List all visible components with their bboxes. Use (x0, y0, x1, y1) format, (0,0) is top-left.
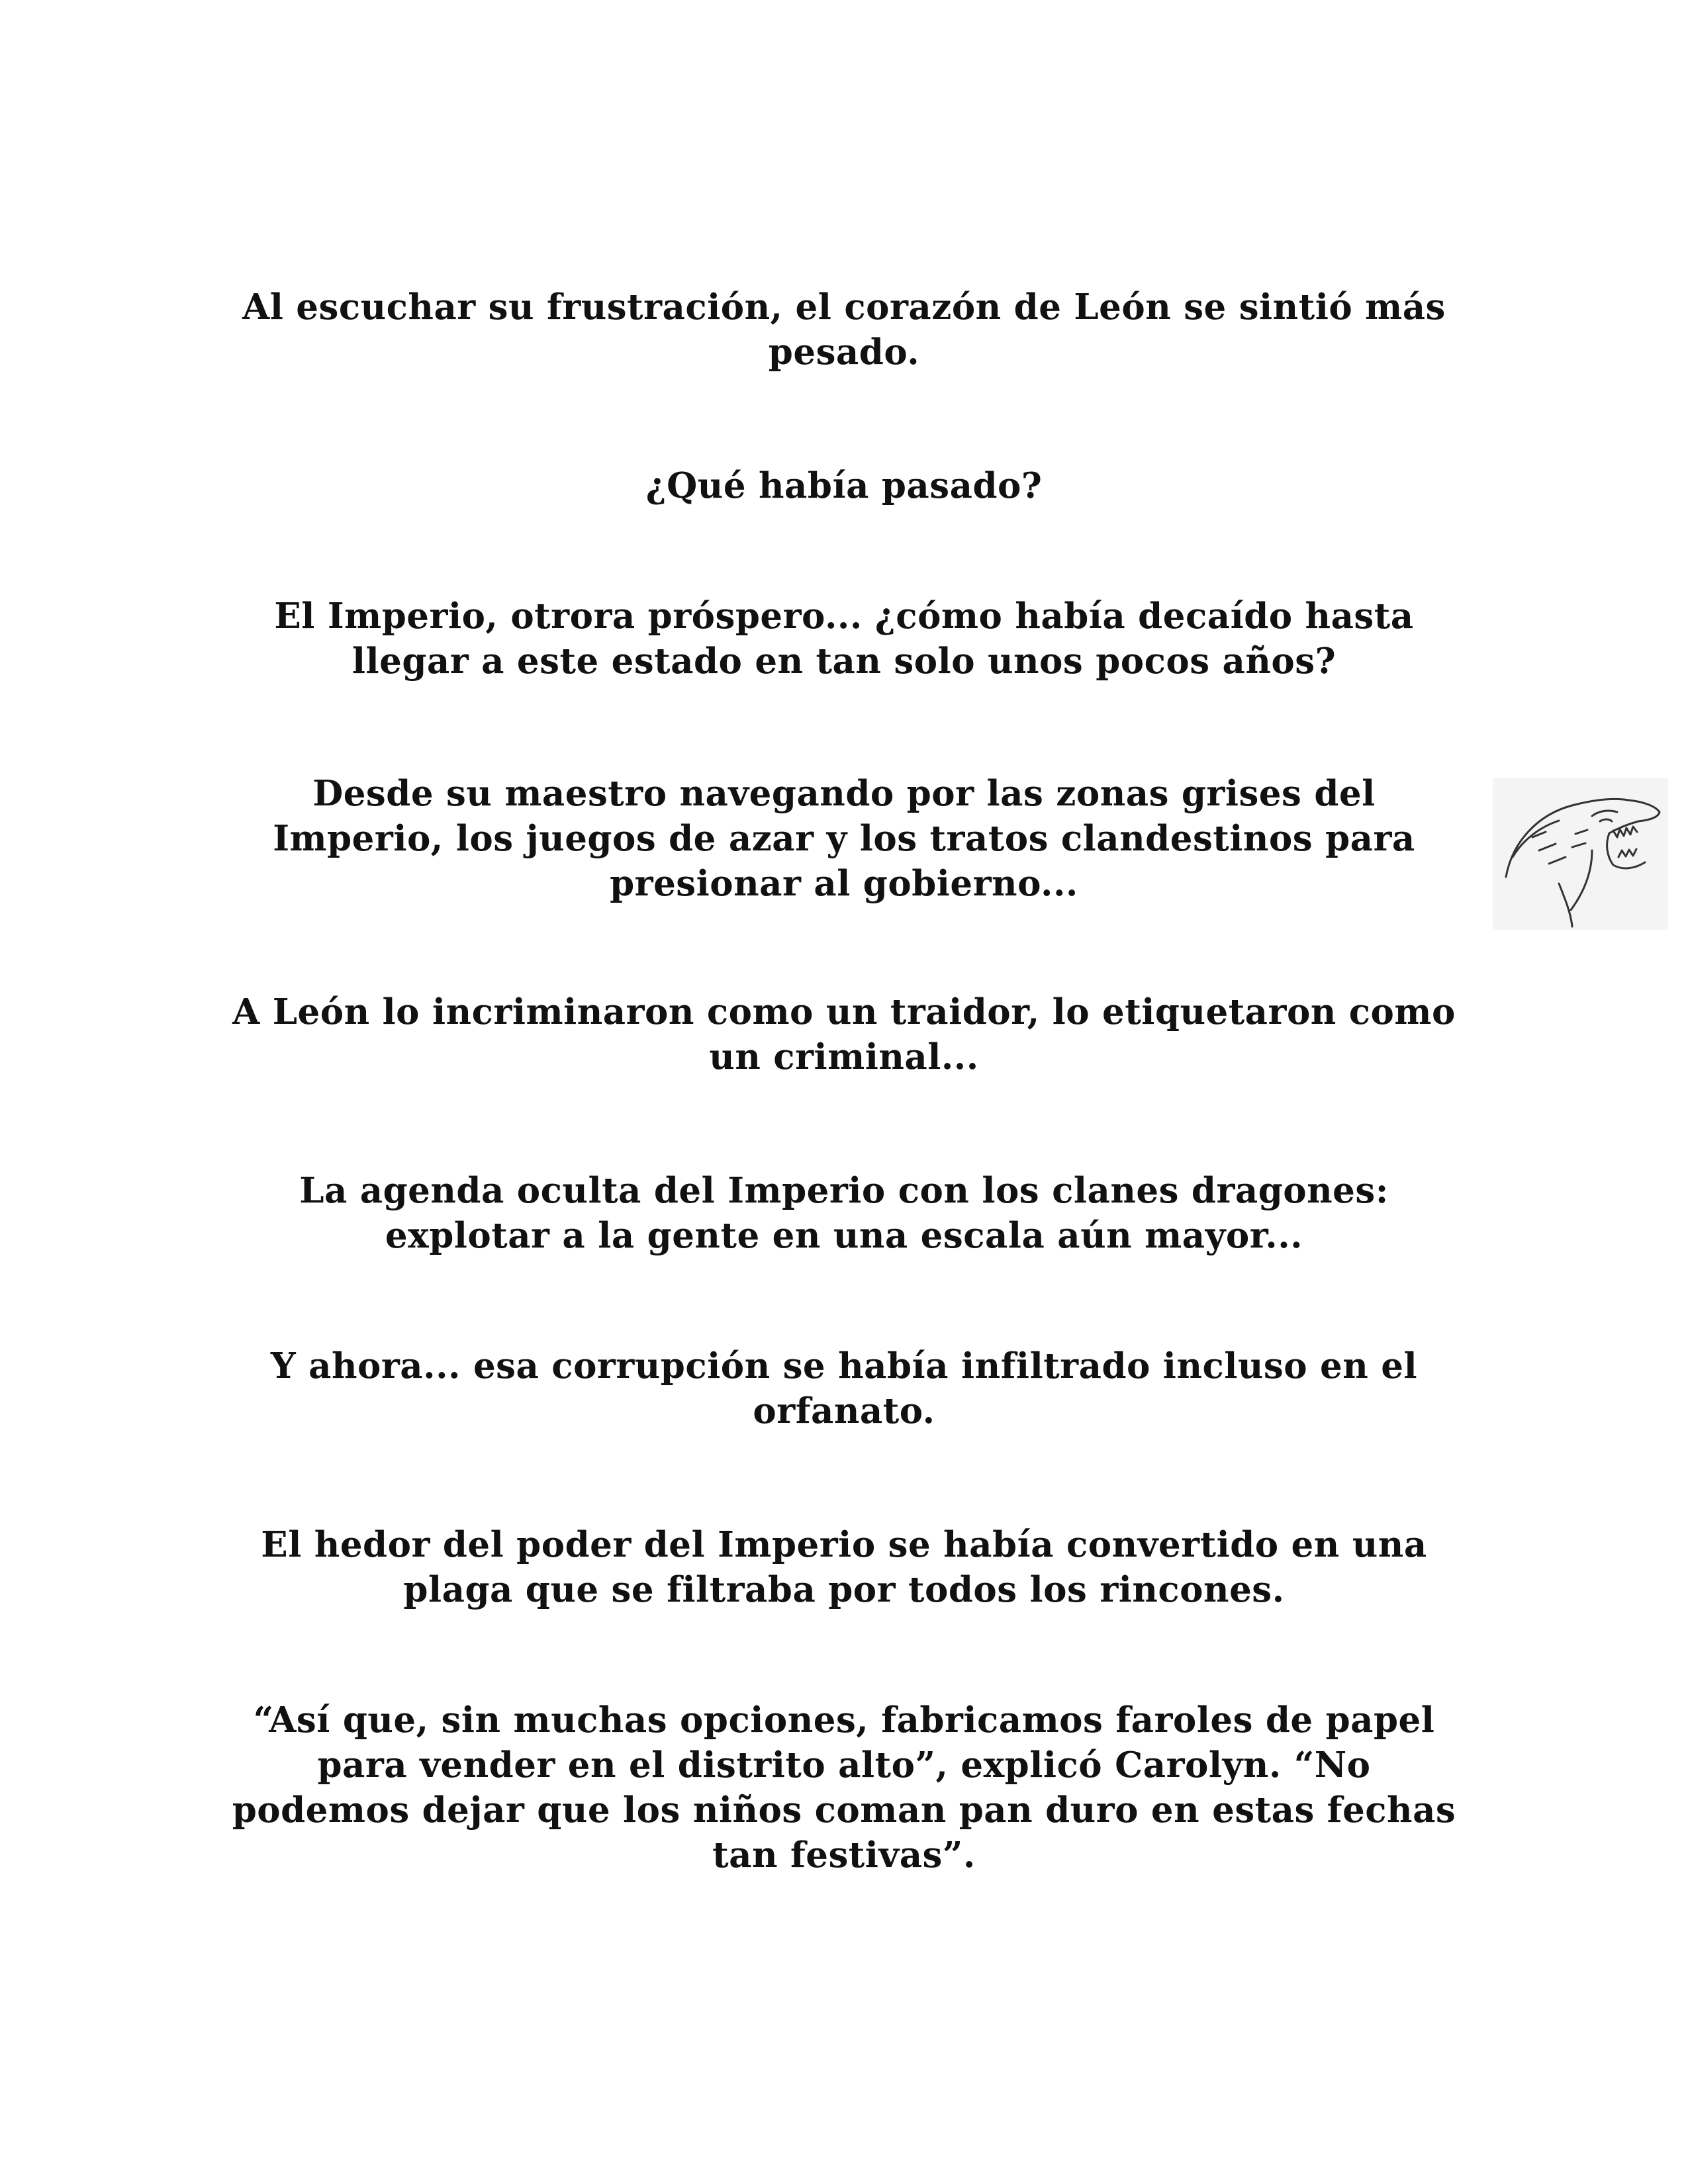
paragraph-2: ¿Qué había pasado? (645, 465, 1043, 506)
paragraph-3: El Imperio, otrora próspero... ¿cómo había decaído hasta llegar a este estado en tan solo unos pocos años? (274, 596, 1414, 682)
paragraph-7: Y ahora... esa corrupción se había infiltrado incluso en el orfanato. (270, 1345, 1418, 1432)
paragraph-4: Desde su maestro navegando por las zonas grises del Imperio, los juegos de azar y los tratos clandestinos para presionar al gobierno... (273, 773, 1415, 904)
paragraph-5: A León lo incriminaron como un traidor, lo etiquetaron como un criminal... (232, 991, 1456, 1077)
paragraph-1: Al escuchar su frustración, el corazón de León se sintió más pesado. (242, 287, 1446, 373)
dinosaur-head-sketch-icon (1493, 778, 1668, 930)
paragraph-6: La agenda oculta del Imperio con los clanes dragones: explotar a la gente en una escala aún mayor... (299, 1170, 1389, 1256)
paragraph-9: “Así que, sin muchas opciones, fabricamos faroles de papel para vender en el distrito alto”, explicó Carolyn. “No podemos dejar que los niños coman pan duro en estas fechas tan festivas”. (232, 1700, 1456, 1876)
paragraph-8: El hedor del poder del Imperio se había convertido en una plaga que se filtraba por todos los rincones. (261, 1524, 1427, 1610)
